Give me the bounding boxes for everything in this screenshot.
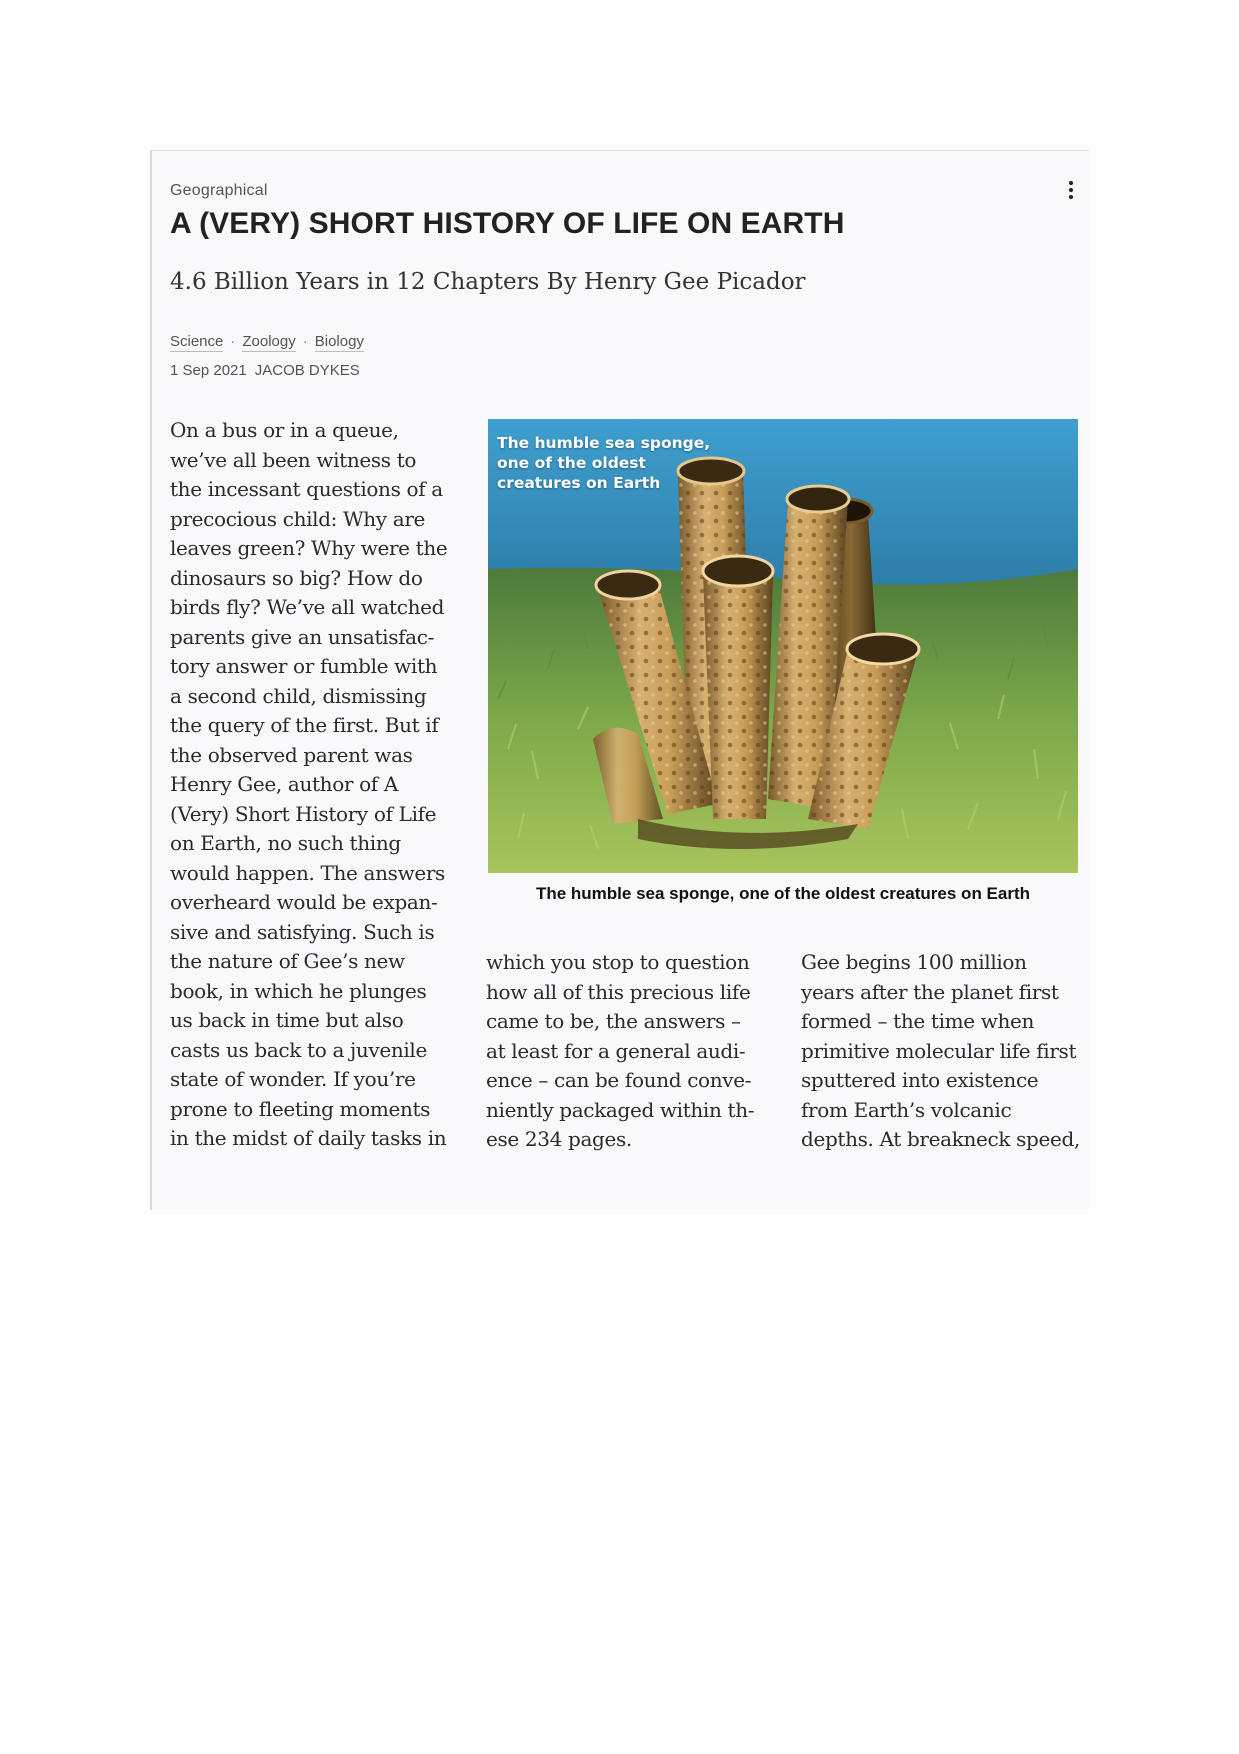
tag-zoology[interactable]: Zoology — [242, 333, 296, 350]
author-name: JACOB DYKES — [254, 362, 360, 379]
body-column-1: On a bus or in a queue, we’ve all been witness to the incessant questions of a precocious child: Why are leaves green? Why were the dinosaurs so big? How do birds fly? We’ve all watched parents give an unsatisfac- tory answer or fumble with a second child, dismissing the query of the first. But if the observed parent was Henry Gee, author of A (Very) Short History of Life on Earth, no such thing would happen. The answers overheard would be expan- sive and satisfying. Such is the nature of Gee’s new book, in which he plunges us back in time but also casts us back to a juvenile state of wonder. If you’re prone to fleeting moments in the midst of daily tasks in — [170, 418, 448, 1150]
article-card — [150, 150, 1090, 1210]
tag-science[interactable]: Science — [170, 333, 224, 350]
publish-date: 1 Sep 2021 — [170, 362, 247, 379]
photo-overlay-caption: The humble sea sponge, one of the oldest creatures on Earth — [497, 434, 711, 492]
tag-list — [170, 333, 364, 350]
article-subtitle: 4.6 Billion Years in 12 Chapters By Henry Gee Picador — [170, 269, 806, 295]
byline — [170, 362, 360, 379]
tag-separator: · — [230, 333, 236, 350]
body-column-2: which you stop to question how all of this precious life came to be, the answers – at least for a general audi- ence – can be found conve- niently packaged within th- ese 234 pages. — [486, 950, 755, 1151]
more-vertical-icon[interactable] — [1066, 181, 1076, 203]
tag-separator: · — [302, 333, 308, 350]
body-column-3: Gee begins 100 million years after the planet first formed – the time when primitive molecular life first sputtered into existence from Earth’s volcanic depths. At breakneck speed, — [801, 950, 1080, 1151]
article-title: A (VERY) SHORT HISTORY OF LIFE ON EARTH — [170, 207, 845, 240]
figure-caption: The humble sea sponge, one of the oldest creatures on Earth — [535, 884, 1031, 903]
tag-biology[interactable]: Biology — [314, 333, 364, 350]
sea-sponge-photo — [488, 419, 1078, 873]
publication-name: Geographical — [170, 182, 268, 199]
